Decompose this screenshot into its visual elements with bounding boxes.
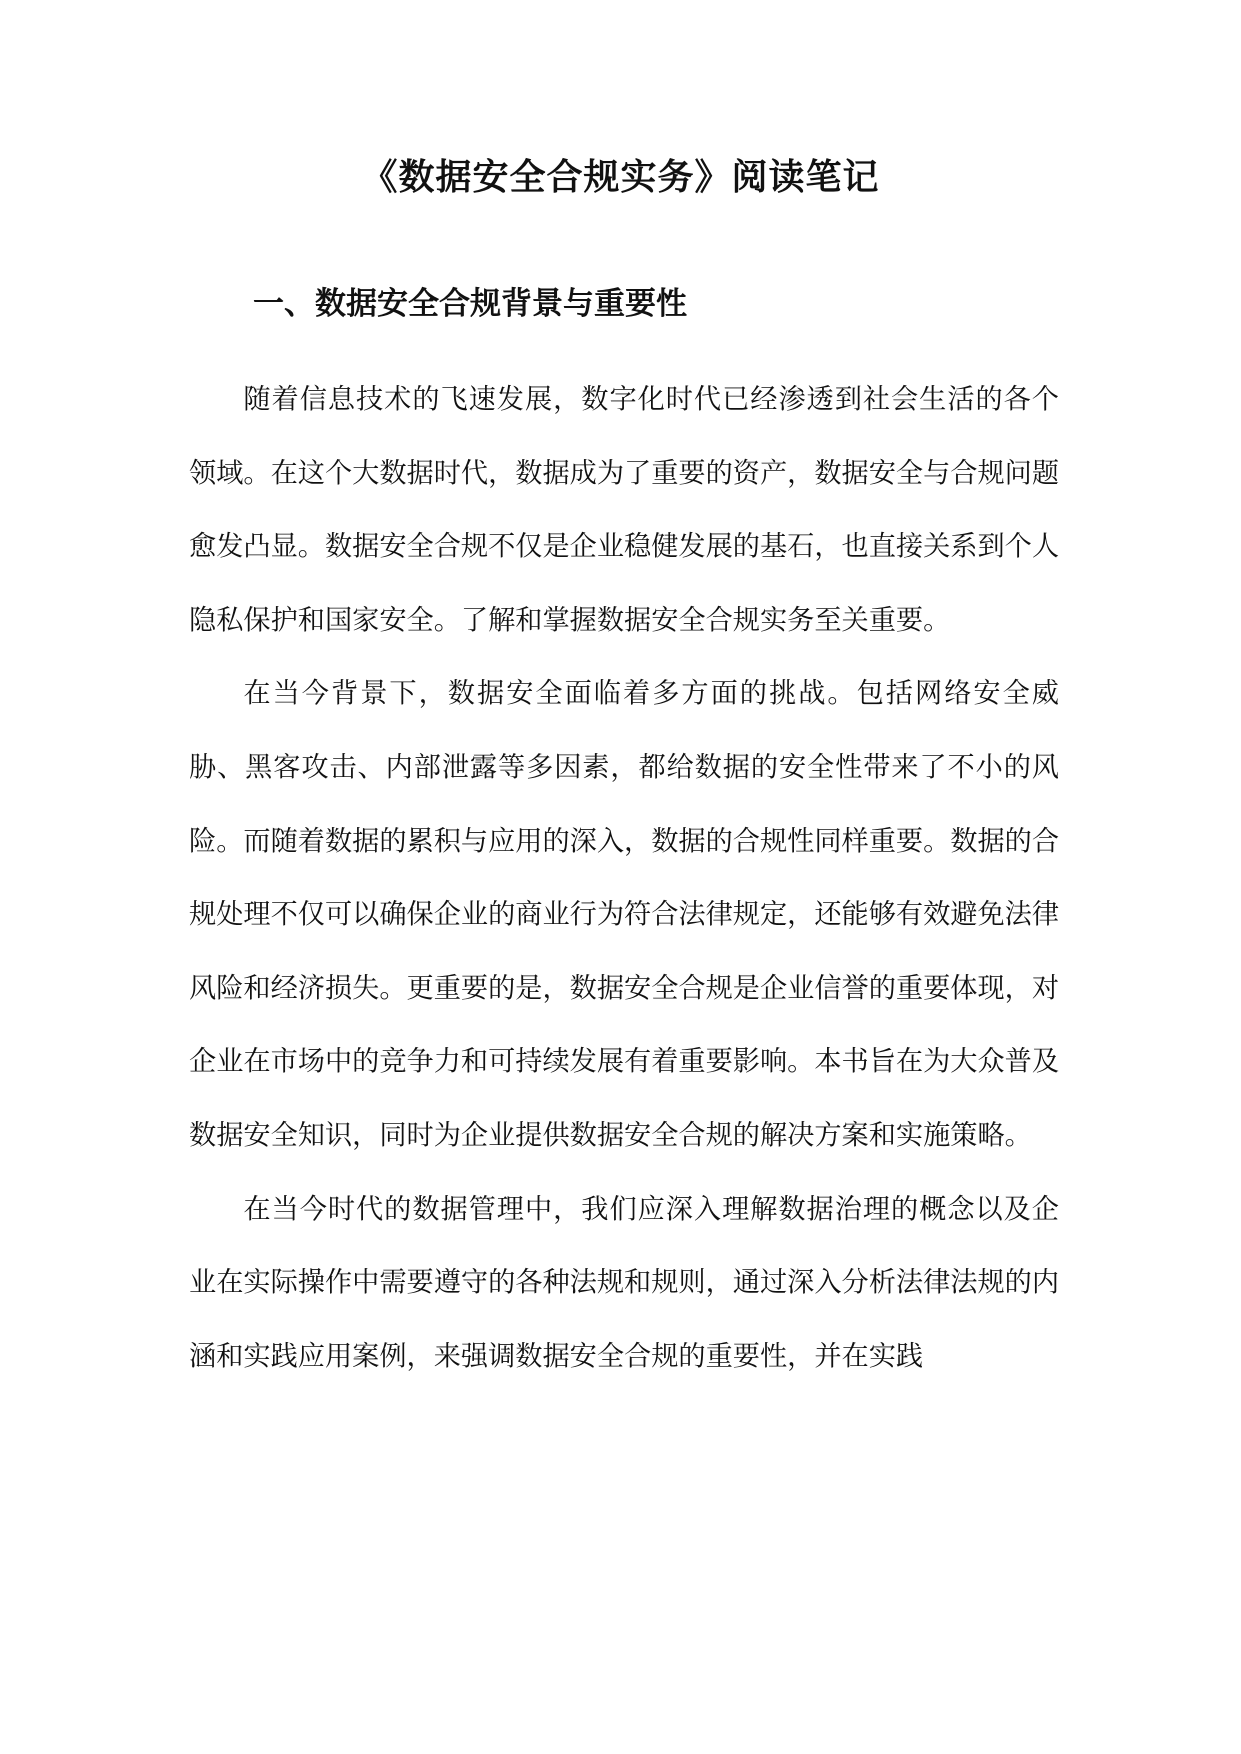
document-title: 《数据安全合规实务》阅读笔记 [361, 156, 880, 198]
body-paragraph: 随着信息技术的飞速发展，数字化时代已经渗透到社会生活的各个领域。在这个大数据时代，数据成为了重要的资产，数据安全与合规问题愈发凸显。数据安全合规不仅是企业稳健发展的基石，也直接关系到个人隐私保护和国家安全。了解和掌握数据安全合规实务至关重要。 [189, 384, 1060, 636]
body-paragraph: 在当今背景下，数据安全面临着多方面的挑战。包括网络安全威胁、黑客攻击、内部泄露等多因素，都给数据的安全性带来了不小的风险。而随着数据的累积与应用的深入，数据的合规性同样重要。数据的合规处理不仅可以确保企业的商业行为符合法律规定，还能够有效避免法律风险和经济损失。更重要的是，数据安全合规是企业信誉的重要体现，对企业在市场中的竞争力和可持续发展有着重要影响。本书旨在为大众普及数据安全知识，同时为企业提供数据安全合规的解决方案和实施策略。 [189, 678, 1060, 1151]
body-paragraph: 在当今时代的数据管理中，我们应深入理解数据治理的概念以及企业在实际操作中需要遵守的各种法规和规则，通过深入分析法律法规的内涵和实践应用案例，来强调数据安全合规的重要性，并在实践 [189, 1193, 1060, 1372]
section-body [189, 363, 1059, 1393]
section-heading: 一、数据安全合规背景与重要性 [253, 286, 687, 322]
